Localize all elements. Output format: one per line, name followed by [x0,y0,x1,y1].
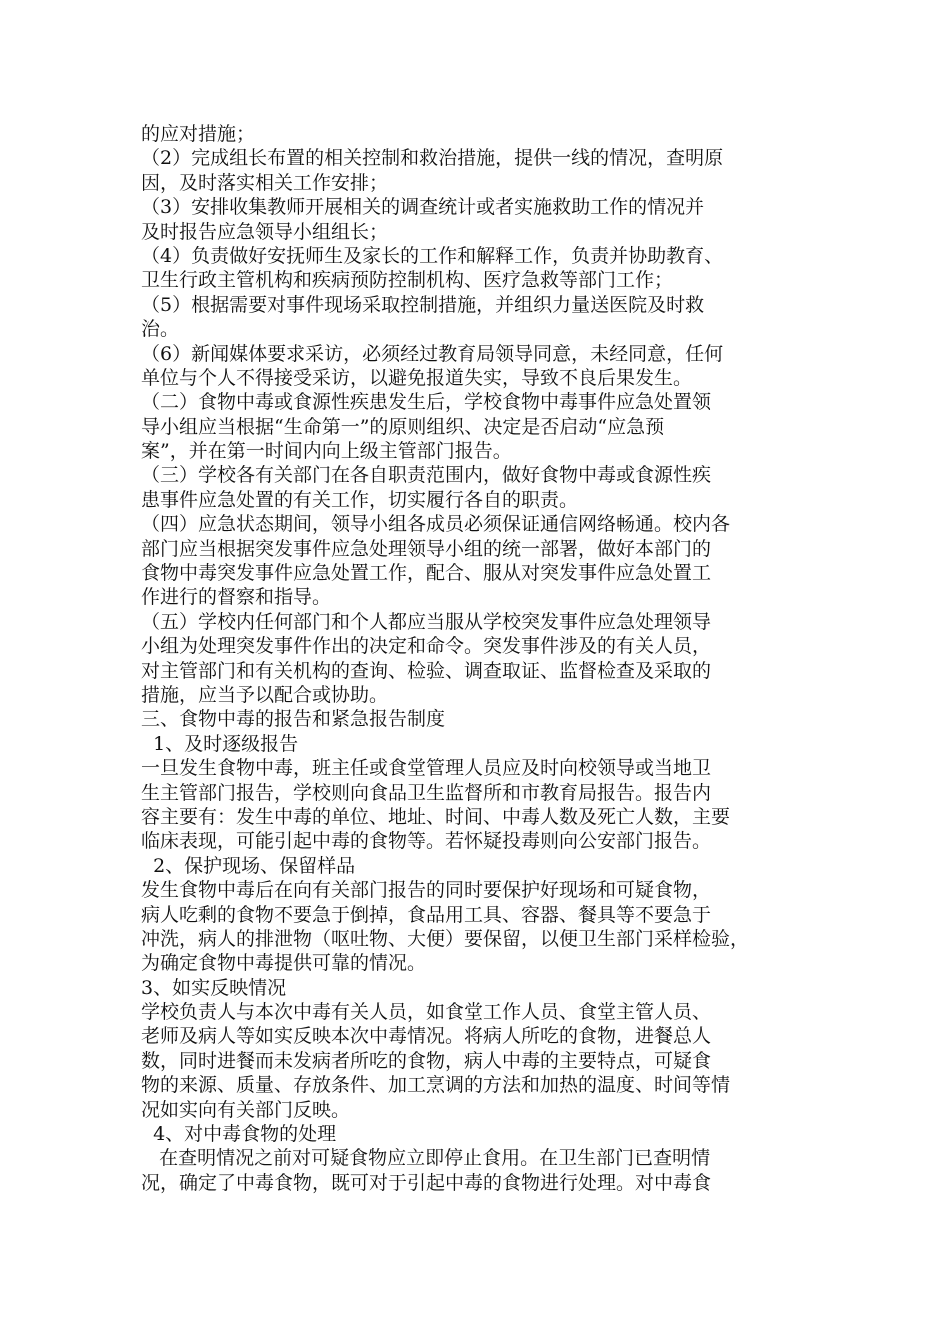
text-line: 对主管部门和有关机构的查询、检验、调查取证、监督检查及采取的 [141,659,712,682]
text-line: 食物中毒突发事件应急处置工作，配合、服从对突发事件应急处置工 [141,562,712,585]
text-line: 作进行的督察和指导。 [141,586,332,609]
text-line: 案”，并在第一时间内向上级主管部门报告。 [141,440,512,463]
text-line: 为确定食物中毒提供可靠的情况。 [141,952,427,975]
text-line: 学校负责人与本次中毒有关人员，如食堂工作人员、食堂主管人员、 [141,1001,712,1024]
text-line: 老师及病人等如实反映本次中毒情况。将病人所吃的食物，进餐总人 [141,1025,712,1048]
text-line: 2、保护现场、保留样品 [141,854,356,877]
text-line: （2）完成组长布置的相关控制和救治措施，提供一线的情况，查明原 [141,147,724,170]
text-line: （四）应急状态期间，领导小组各成员必须保证通信网络畅通。校内各 [141,513,731,536]
text-line: 况如实向有关部门反映。 [141,1098,351,1121]
text-line: 卫生行政主管机构和疾病预防控制机构、医疗急救等部门工作； [141,269,674,292]
text-line: 患事件应急处置的有关工作，切实履行各自的职责。 [141,488,579,511]
text-line: （4）负责做好安抚师生及家长的工作和解释工作，负责并协助教育、 [141,244,724,267]
text-line: （三）学校各有关部门在各自职责范围内，做好食物中毒或食源性疾 [141,464,712,487]
text-line: 一旦发生食物中毒，班主任或食堂管理人员应及时向校领导或当地卫 [141,757,712,780]
text-line: 单位与个人不得接受采访，以避免报道失实，导致不良后果发生。 [141,366,693,389]
text-line: 临床表现，可能引起中毒的食物等。若怀疑投毒则向公安部门报告。 [141,830,712,853]
text-line: 部门应当根据突发事件应急处理领导小组的统一部署，做好本部门的 [141,537,712,560]
text-line: 三、食物中毒的报告和紧急报告制度 [141,708,446,731]
text-line: （3）安排收集教师开展相关的调查统计或者实施救助工作的情况并 [141,196,705,219]
text-line: 在查明情况之前对可疑食物应立即停止食用。在卫生部门已查明情 [141,1147,711,1170]
text-line: 冲洗，病人的排泄物（呕吐物、大便）要保留，以便卫生部门采样检验， [141,927,750,950]
text-line: 病人吃剩的食物不要急于倒掉，食品用工具、容器、餐具等不要急于 [141,903,712,926]
document-body [141,122,813,1195]
text-line: 4、对中毒食物的处理 [141,1123,337,1146]
text-line: 3、如实反映情况 [141,976,287,999]
text-line: 治。 [141,318,180,341]
text-line: （6）新闻媒体要求采访，必须经过教育局领导同意，未经同意，任何 [141,342,724,365]
text-line: 生主管部门报告，学校则向食品卫生监督所和市教育局报告。报告内 [141,781,712,804]
text-line: 数，同时进餐而未发病者所吃的食物，病人中毒的主要特点，可疑食 [141,1049,712,1072]
text-line: 1、及时逐级报告 [141,732,299,755]
text-line: 况，确定了中毒食物，既可对于引起中毒的食物进行处理。对中毒食 [141,1171,712,1194]
text-line: 的应对措施； [141,123,256,145]
text-line: 物的来源、质量、存放条件、加工烹调的方法和加热的温度、时间等情 [141,1074,731,1097]
text-line: 小组为处理突发事件作出的决定和命令。突发事件涉及的有关人员， [141,635,712,658]
text-line: （5）根据需要对事件现场采取控制措施，并组织力量送医院及时救 [141,293,705,316]
text-line: 发生食物中毒后在向有关部门报告的同时要保护好现场和可疑食物， [141,879,712,902]
text-line: 措施，应当予以配合或协助。 [141,683,389,706]
text-line: 导小组应当根据“生命第一”的原则组织、决定是否启动“应急预 [141,415,665,438]
text-line: （二）食物中毒或食源性疾患发生后，学校食物中毒事件应急处置领 [141,391,712,414]
text-line: 及时报告应急领导小组组长； [141,220,389,243]
text-line: （五）学校内任何部门和个人都应当服从学校突发事件应急处理领导 [141,610,712,633]
text-line: 因，及时落实相关工作安排； [141,171,389,194]
text-line: 容主要有：发生中毒的单位、地址、时间、中毒人数及死亡人数，主要 [141,805,731,828]
